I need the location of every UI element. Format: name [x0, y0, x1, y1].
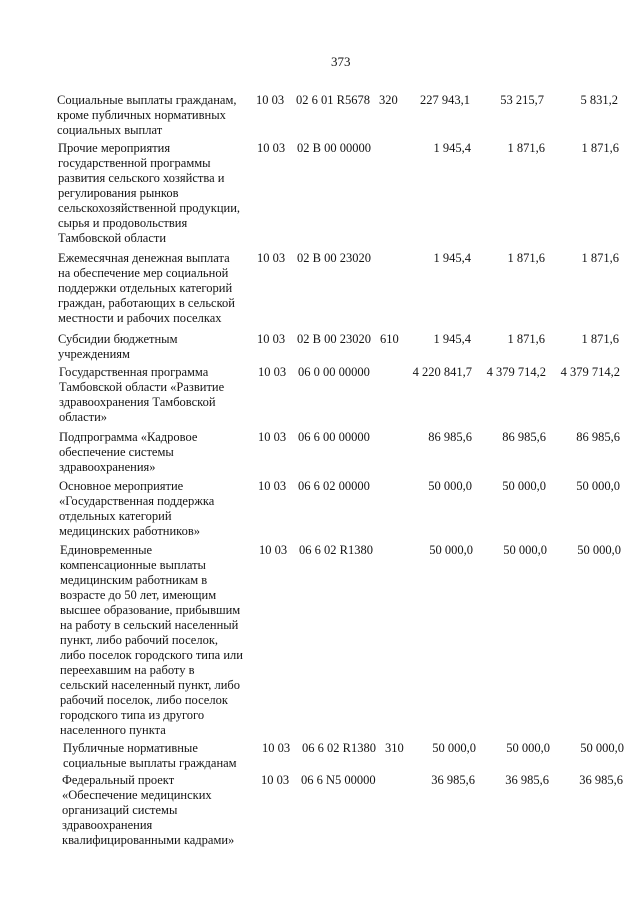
amount-year-1: 4 220 841,7: [412, 365, 472, 379]
amount-year-1: 36 985,6: [431, 773, 475, 787]
budget-row: [0, 93, 630, 137]
amount-year-1: 50 000,0: [429, 543, 473, 557]
amount-year-2: 53 215,7: [500, 93, 544, 107]
expense-type-code: 610: [380, 332, 399, 346]
section-code: 10 03: [258, 365, 287, 379]
section-code: 10 03: [259, 543, 288, 557]
amount-year-3: 50 000,0: [577, 543, 621, 557]
target-article-code: 06 6 N5 00000: [301, 773, 376, 787]
amount-year-3: 36 985,6: [579, 773, 623, 787]
amount-year-3: 1 871,6: [581, 332, 619, 346]
amount-year-2: 50 000,0: [506, 741, 550, 755]
amount-year-2: 50 000,0: [502, 479, 546, 493]
target-article-code: 06 6 00 00000: [298, 430, 370, 444]
budget-row: [2, 479, 632, 538]
amount-year-3: 4 379 714,2: [560, 365, 620, 379]
amount-year-3: 50 000,0: [576, 479, 620, 493]
section-code: 10 03: [258, 430, 287, 444]
budget-row: [3, 543, 633, 737]
amount-year-3: 50 000,0: [580, 741, 624, 755]
budget-row: [1, 141, 631, 245]
target-article-code: 06 6 02 00000: [298, 479, 370, 493]
page-number: 373: [331, 54, 351, 69]
section-code: 10 03: [262, 741, 291, 755]
budget-row: [6, 741, 636, 770]
row-name: Субсидии бюджетным учреждениям: [58, 332, 178, 361]
target-article-code: 02 В 00 23020: [297, 251, 371, 265]
expense-type-code: 320: [379, 93, 398, 107]
row-name: Публичные нормативные социальные выплаты гражданам: [63, 741, 237, 770]
amount-year-1: 227 943,1: [420, 93, 470, 107]
budget-row: [1, 251, 631, 325]
amount-year-1: 1 945,4: [433, 251, 471, 265]
target-article-code: 02 6 01 R5678: [296, 93, 370, 107]
amount-year-2: 86 985,6: [502, 430, 546, 444]
section-code: 10 03: [256, 93, 285, 107]
row-name: Ежемесячная денежная выплата на обеспечение мер социальной поддержки отдельных категорий граждан, работающих в сельской местности и рабочих поселках: [58, 251, 235, 325]
row-name: Прочие мероприятия государственной программы развития сельского хозяйства и регулирования рынков сельскохозяйственной продукции, сырья и продовольствия Тамбовской области: [58, 141, 241, 245]
amount-year-2: 36 985,6: [505, 773, 549, 787]
budget-row: [2, 365, 632, 424]
budget-row: [2, 430, 632, 474]
section-code: 10 03: [257, 251, 286, 265]
budget-row: [5, 773, 635, 847]
row-name: Социальные выплаты гражданам, кроме публичных нормативных социальных выплат: [57, 93, 237, 137]
amount-year-3: 86 985,6: [576, 430, 620, 444]
row-name: Государственная программа Тамбовской области «Развитие здравоохранения Тамбовской области»: [59, 365, 225, 424]
row-name: Единовременные компенсационные выплаты медицинским работникам в возрасте до 50 лет, имеющим высшее образование, прибывшим на работу в сельский населенный пункт, либо рабочий поселок, либо поселок городского типа или переехавшим на работу в сельский населенный пункт, либо рабочий поселок, либо поселок городского типа из другого населенного пункта: [60, 543, 243, 737]
expense-type-code: 310: [385, 741, 404, 755]
row-name: Подпрограмма «Кадровое обеспечение системы здравоохранения»: [59, 430, 198, 474]
row-name: Федеральный проект «Обеспечение медицинских организаций системы здравоохранения квалифицированными кадрами»: [62, 773, 235, 847]
amount-year-3: 1 871,6: [581, 251, 619, 265]
amount-year-2: 50 000,0: [503, 543, 547, 557]
section-code: 10 03: [257, 332, 286, 346]
amount-year-2: 1 871,6: [507, 332, 545, 346]
amount-year-3: 1 871,6: [581, 141, 619, 155]
amount-year-1: 1 945,4: [433, 332, 471, 346]
section-code: 10 03: [257, 141, 286, 155]
amount-year-3: 5 831,2: [580, 93, 618, 107]
target-article-code: 02 В 00 23020: [297, 332, 371, 346]
amount-year-1: 50 000,0: [428, 479, 472, 493]
amount-year-1: 50 000,0: [432, 741, 476, 755]
amount-year-1: 86 985,6: [428, 430, 472, 444]
section-code: 10 03: [258, 479, 287, 493]
section-code: 10 03: [261, 773, 290, 787]
amount-year-2: 4 379 714,2: [486, 365, 546, 379]
target-article-code: 06 6 02 R1380: [302, 741, 376, 755]
budget-row: [1, 332, 631, 361]
target-article-code: 06 6 02 R1380: [299, 543, 373, 557]
target-article-code: 02 В 00 00000: [297, 141, 371, 155]
amount-year-2: 1 871,6: [507, 141, 545, 155]
row-name: Основное мероприятие «Государственная поддержка отдельных категорий медицинских работников»: [59, 479, 215, 538]
target-article-code: 06 0 00 00000: [298, 365, 370, 379]
amount-year-1: 1 945,4: [433, 141, 471, 155]
amount-year-2: 1 871,6: [507, 251, 545, 265]
